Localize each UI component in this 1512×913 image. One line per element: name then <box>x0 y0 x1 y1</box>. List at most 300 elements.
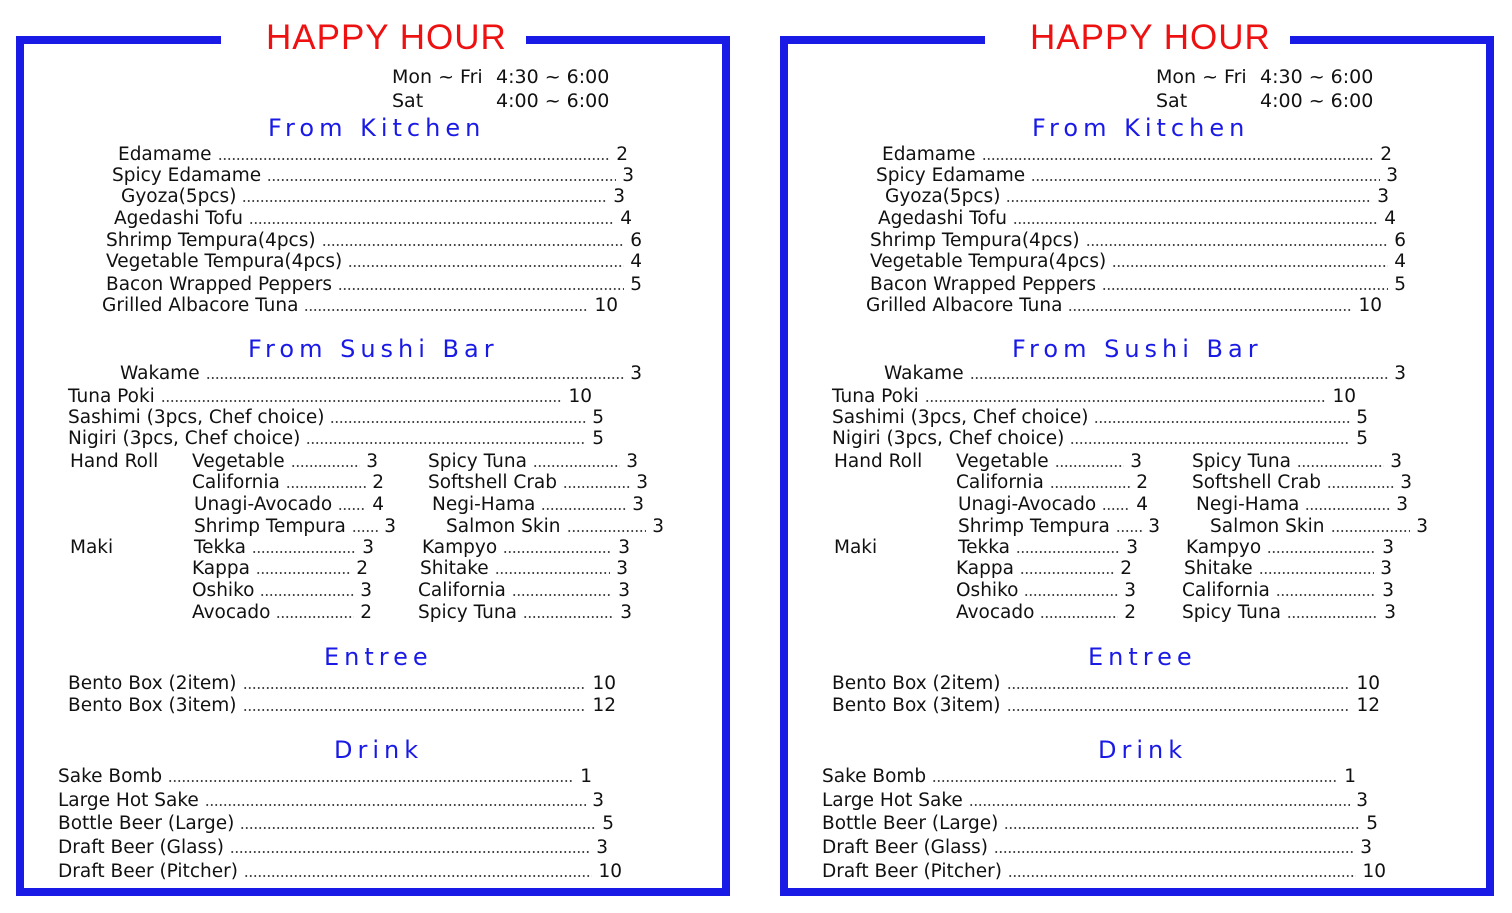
menu-item-price: 10 <box>592 673 616 694</box>
menu-item-price: 3 <box>618 580 630 601</box>
leader-dots <box>206 376 625 380</box>
menu-item-name: Tekka <box>194 537 246 558</box>
maki-item <box>1184 558 1392 580</box>
leader-dots <box>1287 615 1378 619</box>
menu-item-price: 10 <box>568 386 592 407</box>
menu-item-name: Avocado <box>956 602 1035 623</box>
menu-item-name: Shrimp Tempura(4pcs) <box>870 230 1080 251</box>
menu-item-name: Spicy Tuna <box>1182 602 1281 623</box>
leader-dots <box>1008 874 1357 878</box>
menu-item-price: 3 <box>618 537 630 558</box>
drink-item-row <box>822 861 1386 883</box>
sushi-item-row <box>68 428 604 450</box>
sushi-item-row <box>832 407 1368 429</box>
leader-dots <box>1276 593 1376 597</box>
menu-item-name: Kampyo <box>422 537 498 558</box>
kitchen-item-row <box>106 230 642 252</box>
leader-dots <box>523 615 614 619</box>
kitchen-item-row <box>106 274 642 296</box>
leader-dots <box>1031 178 1380 182</box>
maki-item <box>192 602 372 624</box>
menu-item-price: 3 <box>1394 363 1406 384</box>
menu-item-price: 10 <box>1358 295 1382 316</box>
maki-label: Maki <box>70 537 114 558</box>
leader-dots <box>205 803 586 807</box>
menu-item-name: Vegetable <box>192 451 285 472</box>
leader-dots <box>242 199 607 203</box>
hours-day: Sat <box>1156 90 1188 112</box>
leader-dots <box>306 441 586 445</box>
section-heading-kitchen: From Kitchen <box>268 114 486 142</box>
hand-roll-item <box>958 516 1160 538</box>
section-heading-sushi: From Sushi Bar <box>248 335 499 363</box>
menu-item-price: 4 <box>1136 494 1148 515</box>
drink-item-row <box>822 790 1368 812</box>
leader-dots <box>1055 464 1125 468</box>
menu-item-name: Agedashi Tofu <box>114 208 243 229</box>
leader-dots <box>1016 550 1120 554</box>
kitchen-item-row <box>112 165 634 187</box>
menu-item-name: Tuna Poki <box>68 386 155 407</box>
sushi-item-row <box>120 363 642 385</box>
leader-dots <box>330 420 586 424</box>
leader-dots <box>1331 529 1411 533</box>
leader-dots <box>1102 287 1388 291</box>
menu-item-name: Draft Beer (Glass) <box>58 837 224 858</box>
menu-item-name: Tekka <box>958 537 1010 558</box>
menu-item-name: Large Hot Sake <box>822 790 963 811</box>
leader-dots <box>256 571 350 575</box>
entree-item-row <box>832 673 1380 695</box>
hand-roll-item <box>428 451 638 473</box>
hours-day: Mon ~ Fri <box>1156 66 1247 88</box>
menu-item-price: 3 <box>596 837 608 858</box>
hours-line <box>1156 90 1373 112</box>
leader-dots <box>243 708 587 712</box>
leader-dots <box>291 464 361 468</box>
menu-item-price: 10 <box>1332 386 1356 407</box>
hand-roll-item <box>428 472 648 494</box>
kitchen-item-row <box>114 208 632 230</box>
section-heading-drink: Drink <box>1098 736 1188 764</box>
maki-item <box>422 537 630 559</box>
leader-dots <box>322 243 625 247</box>
menu-item-name: Bottle Beer (Large) <box>58 813 235 834</box>
leader-dots <box>240 826 596 830</box>
kitchen-item-row <box>106 251 642 273</box>
menu-item-name: Sake Bomb <box>58 766 163 787</box>
menu-item-price: 4 <box>630 251 642 272</box>
leader-dots <box>567 529 647 533</box>
menu-item-name: Spicy Edamame <box>876 165 1026 186</box>
drink-item-row <box>58 790 604 812</box>
menu-item-name: Bacon Wrapped Peppers <box>870 274 1097 295</box>
menu-item-name: Kappa <box>956 558 1014 579</box>
leader-dots <box>925 399 1327 403</box>
menu-item-name: Spicy Tuna <box>418 602 517 623</box>
menu-item-price: 6 <box>630 230 642 251</box>
menu-item-price: 1 <box>580 766 592 787</box>
menu-item-name: Sake Bomb <box>822 766 927 787</box>
leader-dots <box>541 507 626 511</box>
menu-item-name: Bottle Beer (Large) <box>822 813 999 834</box>
sushi-item-row <box>68 386 592 408</box>
kitchen-item-row <box>882 144 1392 166</box>
leader-dots <box>1305 507 1390 511</box>
leader-dots <box>1327 485 1394 489</box>
section-heading-entree: Entree <box>1088 643 1197 671</box>
leader-dots <box>982 157 1375 161</box>
menu-item-name: Agedashi Tofu <box>878 208 1007 229</box>
menu-item-price: 3 <box>630 363 642 384</box>
maki-item <box>420 558 628 580</box>
leader-dots <box>1259 571 1375 575</box>
hand-roll-item <box>1196 494 1408 516</box>
sushi-item-row <box>68 407 604 429</box>
menu-item-name: Shrimp Tempura(4pcs) <box>106 230 316 251</box>
section-heading-drink: Drink <box>334 736 424 764</box>
leader-dots <box>503 550 612 554</box>
hand-roll-item <box>192 472 384 494</box>
leader-dots <box>1013 221 1378 225</box>
menu-border <box>780 36 985 44</box>
menu-item-name: Shitake <box>420 558 489 579</box>
menu-item-name: Large Hot Sake <box>58 790 199 811</box>
hand-roll-item <box>1192 451 1402 473</box>
menu-item-name: Gyoza(5pcs) <box>885 186 1001 207</box>
kitchen-item-row <box>870 251 1406 273</box>
maki-item <box>1182 602 1396 624</box>
menu-item-price: 3 <box>1124 580 1136 601</box>
hand-roll-label: Hand Roll <box>834 451 923 472</box>
menu-item-price: 3 <box>362 537 374 558</box>
menu-item-name: Unagi-Avocado <box>194 494 333 515</box>
leader-dots <box>168 779 574 783</box>
menu-item-price: 3 <box>622 165 634 186</box>
hand-roll-item <box>194 516 396 538</box>
menu-item-name: Shrimp Tempura <box>194 516 346 537</box>
menu-item-name: Oshiko <box>192 580 255 601</box>
menu-item-price: 3 <box>626 451 638 472</box>
menu-item-name: Spicy Tuna <box>1192 451 1291 472</box>
menu-item-name: Vegetable Tempura(4pcs) <box>870 251 1107 272</box>
menu-item-name: Bento Box (2item) <box>832 673 1001 694</box>
menu-item-name: Kappa <box>192 558 250 579</box>
leader-dots <box>286 485 366 489</box>
menu-item-price: 12 <box>1356 695 1380 716</box>
leader-dots <box>1040 615 1118 619</box>
drink-item-row <box>822 766 1356 788</box>
menu-item-price: 3 <box>1377 186 1389 207</box>
menu-item-name: Unagi-Avocado <box>958 494 1097 515</box>
leader-dots <box>1116 529 1142 533</box>
hours-day: Sat <box>392 90 424 112</box>
maki-item <box>956 580 1136 602</box>
menu-panel-left <box>16 0 730 913</box>
kitchen-item-row <box>102 295 618 317</box>
drink-item-row <box>58 766 592 788</box>
kitchen-item-row <box>121 186 625 208</box>
menu-item-name: Grilled Albacore Tuna <box>102 295 299 316</box>
maki-item <box>418 602 632 624</box>
menu-item-name: Vegetable Tempura(4pcs) <box>106 251 343 272</box>
menu-item-price: 3 <box>1382 537 1394 558</box>
menu-item-name: Negi-Hama <box>1196 494 1300 515</box>
leader-dots <box>243 686 587 690</box>
maki-item <box>958 537 1138 559</box>
menu-item-name: Oshiko <box>956 580 1019 601</box>
leader-dots <box>244 874 593 878</box>
menu-item-name: Tuna Poki <box>832 386 919 407</box>
leader-dots <box>495 571 611 575</box>
leader-dots <box>1112 264 1388 268</box>
menu-item-price: 3 <box>366 451 378 472</box>
entree-item-row <box>68 673 616 695</box>
menu-item-price: 4 <box>1394 251 1406 272</box>
hand-roll-item <box>1210 516 1428 538</box>
menu-border <box>16 36 24 896</box>
leader-dots <box>230 850 590 854</box>
menu-item-name: Salmon Skin <box>1210 516 1325 537</box>
kitchen-item-row <box>870 274 1406 296</box>
maki-item <box>1186 537 1394 559</box>
menu-item-name: Shrimp Tempura <box>958 516 1110 537</box>
maki-label: Maki <box>834 537 878 558</box>
menu-item-price: 3 <box>592 790 604 811</box>
menu-item-name: Avocado <box>192 602 271 623</box>
menu-border <box>1290 36 1494 44</box>
sushi-item-row <box>832 428 1368 450</box>
menu-item-name: Softshell Crab <box>428 472 558 493</box>
menu-border <box>780 36 788 896</box>
leader-dots <box>348 264 624 268</box>
menu-item-price: 2 <box>1124 602 1136 623</box>
menu-item-price: 3 <box>652 516 664 537</box>
menu-border <box>1486 36 1494 896</box>
menu-item-name: Spicy Edamame <box>112 165 262 186</box>
kitchen-item-row <box>885 186 1389 208</box>
leader-dots <box>352 529 378 533</box>
leader-dots <box>304 308 588 312</box>
menu-item-price: 3 <box>1126 537 1138 558</box>
menu-item-price: 3 <box>1356 790 1368 811</box>
menu-item-price: 5 <box>630 274 642 295</box>
menu-item-price: 3 <box>636 472 648 493</box>
leader-dots <box>1102 507 1130 511</box>
menu-item-name: Shitake <box>1184 558 1253 579</box>
entree-item-row <box>68 695 616 717</box>
menu-item-price: 5 <box>1356 428 1368 449</box>
sushi-item-row <box>884 363 1406 385</box>
drink-item-row <box>822 837 1372 859</box>
menu-item-price: 2 <box>372 472 384 493</box>
hours-day: Mon ~ Fri <box>392 66 483 88</box>
kitchen-item-row <box>870 230 1406 252</box>
hand-roll-item <box>956 451 1142 473</box>
leader-dots <box>1007 708 1351 712</box>
menu-item-price: 12 <box>592 695 616 716</box>
menu-item-price: 5 <box>592 407 604 428</box>
hand-roll-label: Hand Roll <box>70 451 159 472</box>
menu-item-price: 3 <box>1380 558 1392 579</box>
menu-item-name: Bacon Wrapped Peppers <box>106 274 333 295</box>
menu-item-price: 10 <box>598 861 622 882</box>
leader-dots <box>276 615 354 619</box>
menu-item-price: 2 <box>1136 472 1148 493</box>
drink-item-row <box>58 861 622 883</box>
leader-dots <box>1050 485 1130 489</box>
leader-dots <box>161 399 563 403</box>
menu-item-name: Bento Box (2item) <box>68 673 237 694</box>
hours-time: 4:30 ~ 6:00 <box>496 66 610 88</box>
hours-time: 4:00 ~ 6:00 <box>496 90 610 112</box>
menu-item-price: 3 <box>1416 516 1428 537</box>
leader-dots <box>338 507 366 511</box>
menu-item-price: 3 <box>613 186 625 207</box>
menu-item-price: 10 <box>594 295 618 316</box>
menu-item-name: California <box>418 580 506 601</box>
menu-item-price: 10 <box>1356 673 1380 694</box>
menu-item-price: 3 <box>1400 472 1412 493</box>
menu-item-name: Draft Beer (Glass) <box>822 837 988 858</box>
leader-dots <box>563 485 630 489</box>
kitchen-item-row <box>876 165 1398 187</box>
menu-item-name: Kampyo <box>1186 537 1262 558</box>
maki-item <box>956 558 1132 580</box>
menu-border <box>780 888 1494 896</box>
hours-line <box>392 90 609 112</box>
menu-item-price: 4 <box>620 208 632 229</box>
menu-item-price: 5 <box>1356 407 1368 428</box>
leader-dots <box>338 287 624 291</box>
menu-item-name: California <box>1182 580 1270 601</box>
menu-item-name: Nigiri (3pcs, Chef choice) <box>68 428 301 449</box>
menu-title: HAPPY HOUR <box>266 18 507 57</box>
menu-item-price: 3 <box>632 494 644 515</box>
entree-item-row <box>832 695 1380 717</box>
hours-line <box>1156 66 1373 88</box>
kitchen-item-row <box>118 144 628 166</box>
menu-item-name: Vegetable <box>956 451 1049 472</box>
menu-item-name: Sashimi (3pcs, Chef choice) <box>68 407 325 428</box>
menu-item-name: Grilled Albacore Tuna <box>866 295 1063 316</box>
menu-border <box>16 888 730 896</box>
menu-border <box>526 36 730 44</box>
menu-item-name: Softshell Crab <box>1192 472 1322 493</box>
menu-item-name: Negi-Hama <box>432 494 536 515</box>
leader-dots <box>1297 464 1384 468</box>
hand-roll-item <box>956 472 1148 494</box>
menu-item-price: 5 <box>1394 274 1406 295</box>
leader-dots <box>218 157 611 161</box>
menu-item-price: 5 <box>1366 813 1378 834</box>
menu-item-price: 3 <box>1390 451 1402 472</box>
leader-dots <box>1006 199 1371 203</box>
menu-item-price: 3 <box>1382 580 1394 601</box>
menu-item-price: 2 <box>356 558 368 579</box>
leader-dots <box>1020 571 1114 575</box>
menu-panel-right <box>780 0 1494 913</box>
hours-line <box>392 66 609 88</box>
maki-item <box>192 558 368 580</box>
menu-item-price: 3 <box>1386 165 1398 186</box>
leader-dots <box>1094 420 1350 424</box>
leader-dots <box>1086 243 1389 247</box>
menu-item-price: 3 <box>1360 837 1372 858</box>
menu-item-price: 3 <box>384 516 396 537</box>
menu-item-price: 6 <box>1394 230 1406 251</box>
menu-item-name: Salmon Skin <box>446 516 561 537</box>
hand-roll-item <box>446 516 664 538</box>
menu-item-name: Bento Box (3item) <box>832 695 1001 716</box>
menu-item-price: 4 <box>1384 208 1396 229</box>
hours-time: 4:00 ~ 6:00 <box>1260 90 1374 112</box>
hours-time: 4:30 ~ 6:00 <box>1260 66 1374 88</box>
menu-item-name: Wakame <box>120 363 200 384</box>
drink-item-row <box>822 813 1378 835</box>
menu-item-name: California <box>956 472 1044 493</box>
maki-item <box>418 580 630 602</box>
hand-roll-item <box>1192 472 1412 494</box>
leader-dots <box>512 593 612 597</box>
leader-dots <box>533 464 620 468</box>
menu-item-name: Gyoza(5pcs) <box>121 186 237 207</box>
menu-item-price: 5 <box>602 813 614 834</box>
leader-dots <box>970 376 1389 380</box>
section-heading-sushi: From Sushi Bar <box>1012 335 1263 363</box>
menu-item-price: 3 <box>620 602 632 623</box>
leader-dots <box>1004 826 1360 830</box>
menu-item-price: 3 <box>1130 451 1142 472</box>
menu-item-name: Edamame <box>882 144 976 165</box>
leader-dots <box>932 779 1338 783</box>
menu-item-name: Spicy Tuna <box>428 451 527 472</box>
leader-dots <box>249 221 614 225</box>
kitchen-item-row <box>866 295 1382 317</box>
leader-dots <box>267 178 616 182</box>
menu-border <box>722 36 730 896</box>
menu-item-price: 3 <box>616 558 628 579</box>
drink-item-row <box>58 837 608 859</box>
leader-dots <box>969 803 1350 807</box>
hand-roll-item <box>432 494 644 516</box>
menu-item-price: 3 <box>1396 494 1408 515</box>
hand-roll-item <box>192 451 378 473</box>
section-heading-kitchen: From Kitchen <box>1032 114 1250 142</box>
menu-item-price: 10 <box>1362 861 1386 882</box>
menu-item-name: Sashimi (3pcs, Chef choice) <box>832 407 1089 428</box>
menu-item-price: 5 <box>592 428 604 449</box>
menu-item-price: 1 <box>1344 766 1356 787</box>
menu-item-price: 4 <box>372 494 384 515</box>
leader-dots <box>1267 550 1376 554</box>
menu-item-price: 2 <box>1380 144 1392 165</box>
sushi-item-row <box>832 386 1356 408</box>
menu-item-name: Nigiri (3pcs, Chef choice) <box>832 428 1065 449</box>
menu-title: HAPPY HOUR <box>1030 18 1271 57</box>
hand-roll-item <box>194 494 384 516</box>
menu-border <box>16 36 221 44</box>
menu-item-price: 2 <box>360 602 372 623</box>
leader-dots <box>252 550 356 554</box>
menu-item-name: Edamame <box>118 144 212 165</box>
menu-item-name: Draft Beer (Pitcher) <box>58 861 238 882</box>
menu-item-name: California <box>192 472 280 493</box>
leader-dots <box>260 593 354 597</box>
maki-item <box>194 537 374 559</box>
leader-dots <box>1068 308 1352 312</box>
section-heading-entree: Entree <box>324 643 433 671</box>
